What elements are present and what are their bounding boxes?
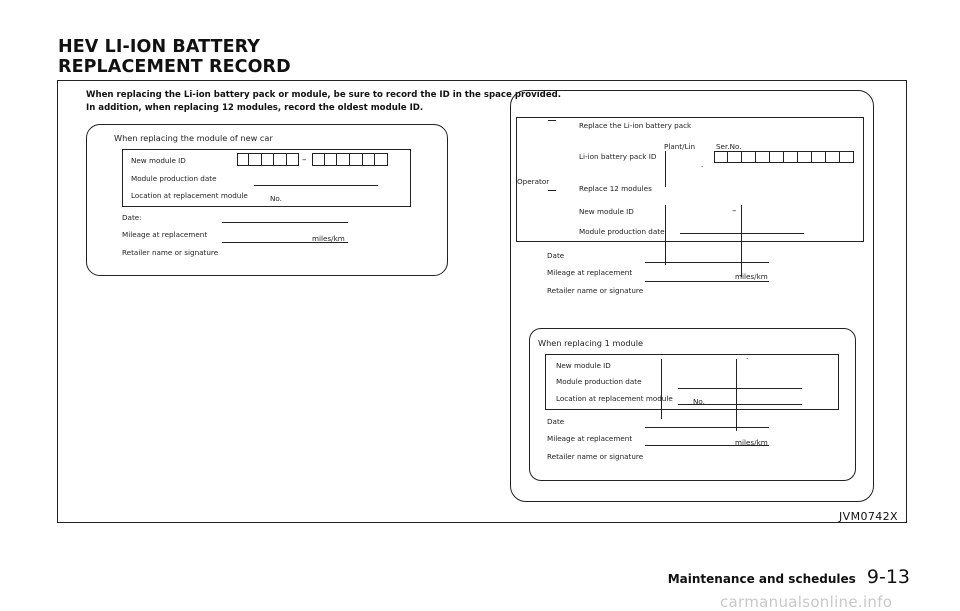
op-date-field[interactable] — [645, 262, 769, 263]
new-car-retailer-label: Retailer name or signature — [122, 248, 219, 257]
new-car-mileage-field[interactable] — [222, 242, 348, 243]
page-title-line-2: REPLACEMENT RECORD — [58, 57, 291, 77]
new-car-production-date-field[interactable] — [254, 185, 378, 186]
op-miles-km: miles/km — [735, 272, 768, 281]
new-car-module-id-field-b[interactable] — [312, 153, 388, 166]
one-module-id-label: New module ID — [556, 361, 611, 370]
op-production-date-field[interactable] — [680, 233, 804, 234]
one-module-mileage-field[interactable] — [645, 445, 769, 446]
one-module-id-dot: . — [746, 352, 749, 361]
new-car-date-label: Date: — [122, 213, 142, 222]
page-title — [58, 37, 291, 77]
page-title-line-1: HEV LI-ION BATTERY — [58, 37, 261, 57]
pack-id-label: Li-ion battery pack ID — [579, 152, 657, 161]
intro-line-1: When replacing the Li-ion battery pack or module, be sure to record the ID in the space provided. — [86, 90, 562, 100]
figure-code: JVM0742X — [839, 510, 898, 523]
one-module-location-label: Location at replacement module — [556, 394, 673, 403]
one-module-mileage-label: Mileage at replacement — [547, 434, 633, 443]
operator-box — [516, 117, 864, 242]
one-module-production-date-field[interactable] — [678, 388, 802, 389]
one-module-miles-km: miles/km — [735, 438, 768, 447]
op-production-date-label: Module production date — [579, 227, 665, 236]
replace-pack-label: Replace the Li-ion battery pack — [579, 121, 692, 130]
op-retailer-label: Retailer name or signature — [547, 286, 644, 295]
replace-12-label: Replace 12 modules — [579, 184, 652, 193]
one-module-heading: When replacing 1 module — [538, 338, 644, 348]
one-module-date-field[interactable] — [645, 427, 769, 428]
one-module-location-no: No. — [693, 397, 705, 406]
ser-no-label: Ser.No. — [716, 142, 742, 151]
op-date-label: Date — [547, 251, 565, 260]
one-module-production-date-label: Module production date — [556, 377, 642, 386]
op-module-id-field-b[interactable] — [741, 205, 819, 217]
new-car-mileage-label: Mileage at replacement — [122, 230, 208, 239]
one-module-id-field-a[interactable] — [661, 359, 723, 371]
pack-id-dot: . — [701, 160, 704, 169]
intro-line-2: In addition, when replacing 12 modules, record the oldest module ID. — [86, 103, 424, 113]
one-module-location-field[interactable] — [678, 404, 802, 405]
op-mileage-label: Mileage at replacement — [547, 268, 633, 277]
op-module-id-label: New module ID — [579, 207, 634, 216]
one-module-id-field-b[interactable] — [736, 359, 814, 371]
page-number: 9-13 — [866, 566, 910, 588]
one-module-date-label: Date — [547, 417, 565, 426]
operator-tick-top — [548, 120, 556, 121]
page-footer — [668, 566, 910, 588]
plant-lin-label: Plant/Lin — [664, 142, 696, 151]
new-car-module-id-field-a[interactable] — [237, 153, 299, 166]
new-car-date-field[interactable] — [222, 222, 348, 223]
op-module-id-field-a[interactable] — [665, 205, 727, 217]
new-car-location-label: Location at replacement module — [131, 191, 248, 200]
footer-section: Maintenance and schedules — [667, 572, 856, 586]
id-dash: – — [302, 155, 307, 165]
op-id-dash: – — [732, 206, 737, 216]
pack-id-serial-field[interactable] — [714, 151, 854, 163]
watermark: carmanualsonline.info — [720, 593, 893, 611]
pack-id-plant-field[interactable] — [665, 151, 705, 163]
operator-tick-bottom — [548, 190, 556, 191]
new-car-heading: When replacing the module of new car — [114, 133, 273, 143]
operator-label: Operator — [517, 177, 550, 186]
op-mileage-field[interactable] — [645, 281, 769, 282]
new-car-module-id-label: New module ID — [131, 156, 186, 165]
one-module-retailer-label: Retailer name or signature — [547, 452, 644, 461]
new-car-production-date-label: Module production date — [131, 174, 217, 183]
new-car-miles-km: miles/km — [312, 234, 345, 243]
new-car-location-no: No. — [270, 194, 282, 203]
